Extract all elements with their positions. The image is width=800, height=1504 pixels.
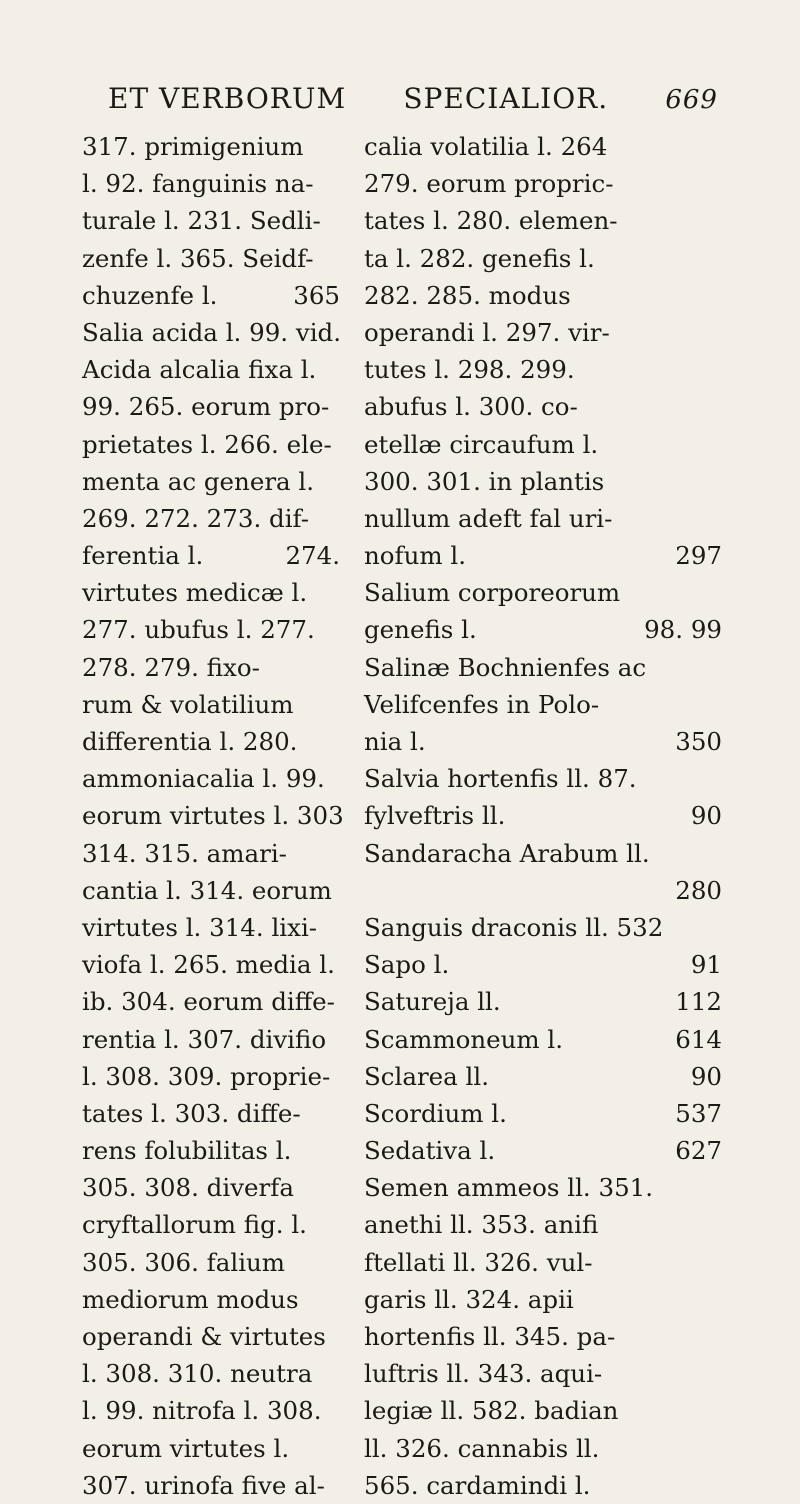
- index-entry-text: eorum virtutes l.: [82, 1433, 290, 1463]
- index-line: [82, 537, 340, 574]
- index-line: [82, 872, 340, 909]
- index-line: [82, 388, 340, 425]
- index-entry-text: ll. 326. cannabis ll.: [364, 1433, 600, 1463]
- index-line: [82, 649, 340, 686]
- index-line: [364, 240, 722, 277]
- index-line: [82, 202, 340, 239]
- index-entry-text: cantia l. 314. eorum: [82, 875, 332, 905]
- index-entry-text: differentia l. 280.: [82, 727, 298, 756]
- page-number: 669: [665, 85, 718, 115]
- index-line: [364, 463, 722, 500]
- index-entry-text: 269. 272. 273. dif-: [82, 503, 310, 533]
- index-entry-text: cryftallorum fig. l.: [82, 1210, 307, 1240]
- index-entry-text: 307. urinofa five al-: [82, 1470, 325, 1500]
- index-entry-text: eorum virtutes l. 303: [82, 801, 344, 831]
- index-entry-text: Scordium l.: [364, 1098, 507, 1128]
- index-entry-text: l. 308. 309. proprie-: [82, 1061, 331, 1091]
- index-entry-text: ammoniacalia l. 99.: [82, 764, 325, 794]
- index-line: [82, 723, 340, 760]
- index-line: [82, 946, 340, 983]
- index-entry-text: l. 308. 310. neutra: [82, 1359, 313, 1389]
- index-line: [82, 1058, 340, 1095]
- index-entry-text: Sanguis draconis ll. 532: [364, 912, 664, 942]
- index-entry-text: Acida alcalia fixa l.: [82, 355, 317, 385]
- index-entry-text: Salvia hortenfis ll. 87.: [364, 764, 637, 794]
- index-line: [364, 835, 722, 872]
- index-entry-text: 99. 265. eorum pro-: [82, 392, 330, 422]
- index-line: [364, 165, 722, 202]
- index-entry-text: ftellati ll. 326. vul-: [364, 1247, 593, 1277]
- index-entry-ref: 365: [293, 280, 340, 310]
- index-entry-text: menta ac genera l.: [82, 466, 315, 496]
- index-line: [82, 835, 340, 872]
- index-line: [364, 1021, 722, 1058]
- index-entry-text: Sandaracha Arabum ll.: [364, 838, 650, 868]
- index-entry-text: Salia acida l. 99. vid.: [82, 317, 342, 347]
- index-line: [364, 537, 722, 574]
- index-line: [364, 500, 722, 537]
- index-entry-text: ta l. 282. genefis l.: [364, 243, 595, 273]
- index-entry-text: operandi l. 297. vir-: [364, 317, 610, 347]
- index-entry-text: anethi ll. 353. anifi: [364, 1210, 599, 1240]
- index-line: [82, 463, 340, 500]
- index-line: [82, 1430, 340, 1467]
- index-entry-text: tutes l. 298. 299.: [364, 355, 575, 385]
- index-line: [82, 1355, 340, 1392]
- index-line: [364, 574, 722, 611]
- index-line: [364, 946, 722, 983]
- index-line: [364, 760, 722, 797]
- index-entry-text: zenfe l. 365. Seidf-: [82, 243, 314, 273]
- index-entry-ref: 112: [675, 987, 722, 1017]
- index-line: [364, 1467, 722, 1504]
- index-entry-ref: 90: [690, 801, 722, 831]
- index-entry-text: ferentia l.: [82, 541, 204, 571]
- header-center: SPECIALIOR.: [403, 82, 609, 115]
- index-line: [82, 611, 340, 648]
- index-entry-text: Semen ammeos ll. 351.: [364, 1173, 654, 1203]
- index-line: [364, 1058, 722, 1095]
- index-line: [364, 723, 722, 760]
- index-entry-text: fylveftris ll.: [364, 801, 506, 831]
- index-entry-text: operandi & virtutes: [82, 1322, 326, 1351]
- header-left: ET VERBORUM: [108, 82, 347, 115]
- index-entry-text: Sclarea ll.: [364, 1061, 490, 1091]
- index-line: [364, 909, 722, 946]
- index-entry-text: virtutes l. 314. lixi-: [82, 912, 318, 942]
- index-line: [82, 760, 340, 797]
- index-line: [364, 1244, 722, 1281]
- index-entry-text: Satureja ll.: [364, 987, 501, 1017]
- index-entry-ref: 537: [675, 1098, 722, 1128]
- index-line: [364, 1318, 722, 1355]
- index-entry-text: 277. ubufus l. 277.: [82, 615, 315, 645]
- running-header: [108, 82, 718, 115]
- index-entry-text: Salium corporeorum: [364, 578, 621, 608]
- index-entry-text: Scammoneum l.: [364, 1024, 564, 1054]
- index-entry-text: nullum adeft fal uri-: [364, 503, 613, 533]
- index-entry-text: 305. 306. falium: [82, 1247, 286, 1277]
- index-entry-text: calia volatilia l. 264: [364, 132, 608, 161]
- index-entry-ref: 91: [690, 950, 722, 980]
- index-entry-text: luftris ll. 343. aqui-: [364, 1359, 603, 1389]
- index-line: [82, 165, 340, 202]
- index-entry-text: nia l.: [364, 727, 426, 756]
- index-entry-ref: 98. 99: [644, 615, 722, 645]
- index-line: [364, 872, 722, 909]
- index-line: [82, 909, 340, 946]
- index-line: [364, 426, 722, 463]
- index-entry-ref: 627: [675, 1136, 722, 1166]
- index-line: [364, 388, 722, 425]
- index-line: [82, 1169, 340, 1206]
- index-entry-text: tates l. 303. diffe-: [82, 1098, 301, 1128]
- index-entry-text: 565. cardamindi l.: [364, 1470, 591, 1500]
- index-entry-text: Salinæ Bochnienfes ac: [364, 652, 647, 682]
- index-line: [82, 797, 344, 834]
- index-entry-text: 282. 285. modus: [364, 280, 571, 310]
- index-line: [82, 574, 340, 611]
- index-line: [82, 500, 340, 537]
- index-entry-ref: 614: [675, 1024, 722, 1054]
- index-line: [364, 1355, 722, 1392]
- index-line: [82, 1095, 340, 1132]
- index-line: [364, 1095, 722, 1132]
- index-entry-text: rens folubilitas l.: [82, 1136, 292, 1166]
- index-entry-text: abufus l. 300. co-: [364, 392, 578, 422]
- index-entry-text: viofa l. 265. media l.: [82, 950, 335, 980]
- index-entry-text: virtutes medicæ l.: [82, 578, 308, 608]
- index-line: [364, 314, 722, 351]
- index-line: [364, 1281, 722, 1318]
- index-entry-ref: 90: [690, 1061, 722, 1091]
- index-line: [82, 351, 340, 388]
- index-entry-text: 305. 308. diverfa: [82, 1173, 294, 1203]
- index-entry-text: ib. 304. eorum diffe-: [82, 987, 335, 1017]
- index-line: [82, 1132, 340, 1169]
- index-entry-text: prietates l. 266. ele-: [82, 429, 332, 459]
- index-line: [82, 240, 340, 277]
- index-line: [364, 611, 722, 648]
- index-entry-text: Velifcenfes in Polo-: [364, 689, 600, 719]
- index-line: [364, 277, 722, 314]
- index-line: [364, 1132, 722, 1169]
- index-line: [82, 686, 340, 723]
- index-entry-ref: 297: [675, 541, 722, 571]
- right-index-column: [364, 128, 722, 1504]
- index-line: [82, 1281, 340, 1318]
- index-line: [364, 1392, 722, 1429]
- index-line: [364, 202, 722, 239]
- index-entry-text: rentia l. 307. divifio: [82, 1024, 327, 1054]
- left-index-column: [82, 128, 344, 1504]
- index-line: [82, 128, 340, 165]
- index-line: [364, 1430, 722, 1467]
- index-line: [364, 649, 722, 686]
- index-line: [364, 351, 722, 388]
- index-line: [364, 686, 722, 723]
- index-entry-text: legiæ ll. 582. badian: [364, 1396, 619, 1426]
- index-line: [364, 1169, 722, 1206]
- index-line: [82, 983, 340, 1020]
- index-line: [82, 1244, 340, 1281]
- index-entry-text: 279. eorum propric-: [364, 169, 614, 199]
- index-entry-text: 278. 279. fixo-: [82, 652, 260, 682]
- index-entry-text: chuzenfe l.: [82, 280, 218, 310]
- index-line: [82, 1318, 340, 1355]
- index-entry-text: garis ll. 324. apii: [364, 1284, 574, 1314]
- index-entry-ref: 280: [675, 875, 722, 905]
- index-line: [82, 314, 340, 351]
- index-entry-text: mediorum modus: [82, 1284, 299, 1314]
- index-line: [82, 426, 340, 463]
- index-line: [364, 797, 722, 834]
- index-line: [364, 1206, 722, 1243]
- index-entry-text: 300. 301. in plantis: [364, 466, 605, 496]
- index-entry-text: genefis l.: [364, 615, 477, 645]
- index-entry-text: tates l. 280. elemen-: [364, 206, 618, 236]
- index-line: [364, 983, 722, 1020]
- index-line: [82, 1467, 340, 1504]
- index-entry-text: 317. primigenium: [82, 132, 304, 161]
- index-entry-text: etellæ circaufum l.: [364, 429, 599, 459]
- index-entry-ref: 274.: [285, 541, 340, 571]
- index-entry-text: turale l. 231. Sedli-: [82, 206, 321, 236]
- index-line: [82, 1021, 340, 1058]
- index-entry-text: 314. 315. amari-: [82, 838, 287, 868]
- index-line: [82, 277, 340, 314]
- index-entry-text: nofum l.: [364, 541, 467, 571]
- index-entry-text: Sapo l.: [364, 950, 450, 980]
- index-line: [364, 128, 722, 165]
- index-entry-text: l. 92. fanguinis na-: [82, 169, 314, 199]
- index-line: [82, 1206, 340, 1243]
- index-entry-text: hortenfis ll. 345. pa-: [364, 1322, 616, 1351]
- index-entry-text: rum & volatilium: [82, 689, 294, 719]
- index-entry-text: l. 99. nitrofa l. 308.: [82, 1396, 322, 1426]
- index-entry-text: Sedativa l.: [364, 1136, 496, 1166]
- index-entry-ref: 350: [675, 727, 722, 756]
- index-line: [82, 1392, 340, 1429]
